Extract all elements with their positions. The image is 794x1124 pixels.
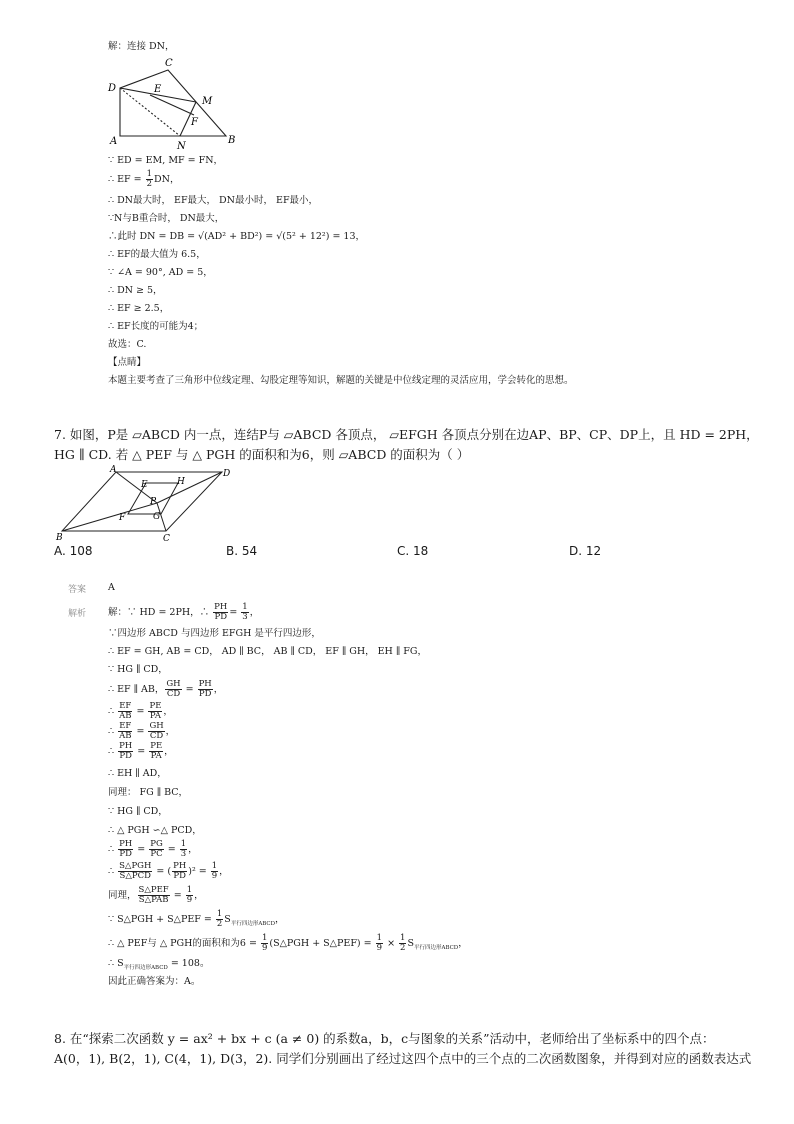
sol6-line-2 — [108, 170, 179, 189]
q7-s7-frac-1 — [118, 722, 132, 741]
q7-sol-line-17: ∴ △ PEF与 △ PGH的面积和为6 = $\frac{1}{9}$ (S△PGH + S△PEF) = $\frac{1}{9}$ × $\frac{1}{2}$ $S_{平行四边形ABCD}$， — [108, 933, 468, 953]
q7-s16-sub: 平行四边形ABCD — [230, 920, 276, 927]
q8-line-1: 8. 在“探索二次函数 y = ax² + bx + c (a ≠ 0) 的系数a，b，c与图象的关系”活动中，老师给出了坐标系中的四个点： — [54, 1031, 715, 1046]
q7-s7-an: EF — [119, 721, 132, 731]
q7-s16-fd: 2 — [216, 919, 223, 929]
q7-sol-line-2: ∵四边形 ABCD 与四边形 EFGH 是平行四边形， — [108, 628, 321, 639]
fig7-label-d: D — [223, 469, 231, 479]
sol6-line-3: ∴ DN最大时， EF最大， DN最小时， EF最小， — [108, 195, 319, 206]
q7-s13-an: PH — [119, 839, 133, 849]
q7-sol-line-18 — [108, 957, 209, 975]
q7-s1-fn: PH — [214, 602, 228, 612]
q7-s14-bd: PD — [173, 871, 186, 881]
q7-s13-cn: 1 — [180, 839, 187, 849]
q7-s6-bd: PA — [149, 711, 161, 721]
q7-sol-line-13: ∴ $\frac{PH}{PD}$ = $\frac{PG}{PC}$ = $\frac{1}{3}$ ， — [108, 839, 198, 859]
q7-s17-text: ∴ △ PEF与 △ PGH的面积和为6 = — [108, 938, 260, 949]
q7-s13-cd: 3 — [180, 849, 187, 859]
q7-s17-hn: 1 — [400, 933, 406, 943]
fig6-label-f: F — [191, 117, 198, 128]
q7-s13-frac-1 — [118, 840, 133, 859]
q7-sol-line-14: ∴ $\frac{\text{S△PGH}}{\text{S△PCD}}$ = ( $\frac{PH}{PD}$ )² = $\frac{1}{9}$ ， — [108, 861, 229, 881]
q7-s5-text: ∴ EF ∥ AB， — [108, 684, 165, 695]
sol6-line-7: ∵ ∠A = 90°, AD = 5， — [108, 267, 213, 278]
fig6-label-a: A — [110, 136, 118, 147]
q7-s6-an: EF — [119, 701, 132, 711]
q7-s5-frac-1 — [165, 680, 181, 699]
sol6-l2-den: 2 — [146, 179, 153, 189]
q7-option-b: B. 54 — [226, 544, 258, 558]
q7-sol-line-11: ∵ HG ∥ CD， — [108, 806, 168, 817]
q7-s13-frac-3 — [180, 840, 187, 859]
q7-sol-line-19: 因此正确答案为：A。 — [108, 976, 201, 987]
q7-s17-gn: 1 — [376, 933, 383, 943]
sol6-l2-num: 1 — [146, 169, 153, 179]
q7-s6-frac-2 — [148, 702, 162, 721]
fig7-label-g: G — [153, 512, 161, 522]
q7-s17-fd: 9 — [261, 943, 268, 953]
fig6-label-e: E — [154, 84, 162, 95]
sol6-l2-fraction — [146, 170, 153, 189]
q7-s5-gn: PH — [198, 679, 212, 689]
q7-s16-frac — [216, 910, 223, 929]
q7-sol-line-6: ∴ $\frac{EF}{AB}$ = $\frac{PE}{PA}$ ， — [108, 701, 173, 721]
fig7-label-a: A — [110, 465, 117, 475]
sol6-intro: 解：连接 DN， — [108, 41, 175, 52]
sol6-line-11: 故选：C. — [108, 339, 147, 350]
q7-s14-frac-3 — [211, 862, 218, 881]
q7-s13-bn: PG — [150, 839, 163, 849]
q7-s17-frac-3 — [399, 934, 406, 953]
q7-s17-s: S — [407, 938, 414, 949]
q7-sol-line-3: ∴ EF = GH, AB = CD， AD ∥ BC， AB ∥ CD， EF ∥ GH， EH ∥ FG， — [108, 646, 427, 657]
q7-s15-bd: 9 — [186, 895, 193, 905]
q7-s17-sub: 平行四边形ABCD — [413, 944, 459, 951]
q7-s8-an: PH — [119, 741, 133, 751]
q7-s5-fd: CD — [166, 689, 181, 699]
fig6-label-b: B — [228, 135, 236, 146]
q7-s14-frac-2 — [172, 862, 187, 881]
q7-s15-ad: S△PAB — [138, 895, 169, 905]
fig7-label-e: E — [141, 480, 148, 490]
q7-s16-s: S — [224, 914, 231, 925]
sol6-line-9: ∴ EF ≥ 2.5， — [108, 303, 170, 314]
q7-s7-bd: CD — [149, 731, 164, 741]
q7-answer-tag: 答案 — [68, 585, 87, 595]
sol6-figure — [100, 52, 245, 152]
q7-sol-line-9: ∴ EH ∥ AD， — [108, 768, 167, 779]
q7-s7-ad: AB — [119, 731, 132, 741]
q7-s14-an: S△PGH — [119, 861, 152, 871]
q7-line-1: 7. 如图，P是 ▱ABCD 内一点，连结P与 ▱ABCD 各顶点， ▱EFGH 各顶点分别在边AP、BP、CP、DP上，且 HD = 2PH， — [54, 427, 759, 442]
q7-s1-vn: 1 — [242, 602, 248, 612]
q7-s7-frac-2 — [148, 722, 164, 741]
fig7-label-f: F — [119, 513, 126, 523]
q7-option-d: D. 12 — [569, 544, 602, 558]
q7-sol-line-1: 解：∵ HD = 2PH，∴ $\frac{PH}{PD}$ = $\frac{1}{3}$ ， — [108, 602, 260, 622]
q7-s13-ad: PD — [119, 849, 132, 859]
q7-s17-gd: 9 — [376, 943, 383, 953]
sol6-line-5: ∴此时 DN = DB = √(AD² + BD²) = √(5² + 12²) = 13， — [108, 231, 366, 242]
q7-s17-frac-1 — [261, 934, 268, 953]
q7-sol-line-7: ∴ $\frac{EF}{AB}$ = $\frac{GH}{CD}$ ， — [108, 721, 176, 741]
q7-s14-cd: 9 — [211, 871, 218, 881]
q7-s7-bn: GH — [149, 721, 164, 731]
fig6-label-n: N — [177, 141, 186, 152]
q7-s15-frac-2 — [186, 886, 193, 905]
q7-s8-frac-2 — [149, 742, 163, 761]
q7-option-a: A. 108 — [54, 544, 93, 558]
q7-sol-line-8: ∴ $\frac{PH}{PD}$ = $\frac{PE}{PA}$ ， — [108, 741, 174, 761]
q7-answer: A — [108, 582, 115, 593]
sol6-line-4: ∵N与B重合时， DN最大， — [108, 213, 225, 224]
sol6-l2-pre: ∴ EF = — [108, 174, 145, 185]
q7-s15-frac-1 — [138, 886, 170, 905]
fig7-label-h: H — [177, 477, 185, 487]
q7-sol-line-10: 同理： FG ∥ BC， — [108, 787, 189, 798]
q7-s18-post: = 108。 — [167, 958, 210, 969]
q7-s1-eq: = — [229, 607, 241, 618]
q7-s1-fd: PD — [214, 612, 228, 622]
q7-s8-bn: PE — [150, 741, 163, 751]
q7-sol-line-16: ∵ S△PGH + S△PEF = $\frac{1}{2}$ $S_{平行四边形ABCD}$， — [108, 909, 285, 929]
q7-s16-text: ∵ S△PGH + S△PEF = — [108, 914, 215, 925]
q7-s1-text: 解：∵ HD = 2PH，∴ — [108, 607, 213, 618]
q7-sol-line-5: ∴ EF ∥ AB， $\frac{GH}{CD}$ = $\frac{PH}{PD}$ ， — [108, 679, 224, 699]
q7-s17-hd: 2 — [400, 943, 406, 953]
sol6-line-8: ∴ DN ≥ 5， — [108, 285, 163, 296]
q7-s14-frac-1 — [118, 862, 152, 881]
q7-s14-bn: PH — [173, 861, 187, 871]
q7-s17-times: × — [384, 938, 399, 949]
q7-s18-text: ∴ S — [108, 958, 124, 969]
q7-figure — [54, 464, 234, 544]
fig7-label-p: P — [150, 497, 157, 507]
q7-s5-frac-2 — [198, 680, 213, 699]
fig6-label-d: D — [108, 83, 117, 94]
sol6-line-6: ∴ EF的最大值为 6.5， — [108, 249, 206, 260]
sol6-line-1: ∵ ED = EM, MF = FN， — [108, 155, 224, 166]
sol6-line-10: ∴ EF长度的可能为4； — [108, 321, 204, 332]
q7-s8-bd: PA — [150, 751, 162, 761]
fig6-label-c: C — [165, 58, 173, 69]
fig7-label-c: C — [163, 534, 170, 544]
q7-sol-line-15: 同理， $\frac{\text{S△PEF}}{\text{S△PAB}}$ = $\frac{1}{9}$ ， — [108, 885, 204, 905]
q7-s13-bd: PC — [150, 849, 163, 859]
q7-analysis-tag: 解析 — [68, 609, 87, 619]
q7-s8-frac-1 — [118, 742, 133, 761]
q7-s16-fn: 1 — [216, 909, 223, 919]
q7-s8-ad: PD — [119, 751, 132, 761]
sol6-comment-tag: 【点睛】 — [108, 357, 147, 368]
fig7-label-b: B — [56, 533, 63, 543]
q7-sol-line-12: ∴ △ PGH ∽△ PCD， — [108, 825, 202, 836]
q7-s17-mid: (S△PGH + S△PEF) = — [269, 938, 375, 949]
q7-s5-fn: GH — [166, 679, 181, 689]
q7-sol-line-4: ∵ HG ∥ CD， — [108, 664, 168, 675]
sol6-l2-post: DN， — [154, 174, 180, 185]
q7-s17-frac-2 — [376, 934, 383, 953]
q7-s5-gd: PD — [198, 689, 212, 699]
q7-s1-frac-1 — [213, 603, 228, 622]
q7-s18-sub: 平行四边形ABCD — [123, 964, 168, 971]
fig6-label-m: M — [202, 96, 213, 107]
q7-s17-fn: 1 — [261, 933, 268, 943]
q7-option-c: C. 18 — [397, 544, 429, 558]
q7-s6-bn: PE — [149, 701, 162, 711]
q7-s15-text: 同理， — [108, 890, 137, 901]
q7-s6-ad: AB — [119, 711, 132, 721]
q7-line-2: HG ∥ CD. 若 △ PEF 与 △ PGH 的面积和为6，则 ▱ABCD 的面积为（ ） — [54, 447, 470, 462]
q7-s1-frac-2 — [241, 603, 248, 622]
q7-s14-ad: S△PCD — [119, 871, 151, 881]
q7-s13-frac-2 — [149, 840, 164, 859]
q8-line-2: A(0，1), B(2，1), C(4，1), D(3，2). 同学们分别画出了经过这四个点中的三个点的二次函数图象，并得到对应的函数表达式 — [54, 1051, 752, 1066]
q7-s6-frac-1 — [118, 702, 132, 721]
q7-s15-an: S△PEF — [138, 885, 169, 895]
q7-s1-vd: 3 — [242, 612, 248, 622]
q7-s14-cn: 1 — [211, 861, 218, 871]
sol6-comment: 本题主要考查了三角形中位线定理、勾股定理等知识，解题的关键是中位线定理的灵活应用，学会转化的思想。 — [108, 375, 574, 386]
q7-s15-bn: 1 — [186, 885, 193, 895]
